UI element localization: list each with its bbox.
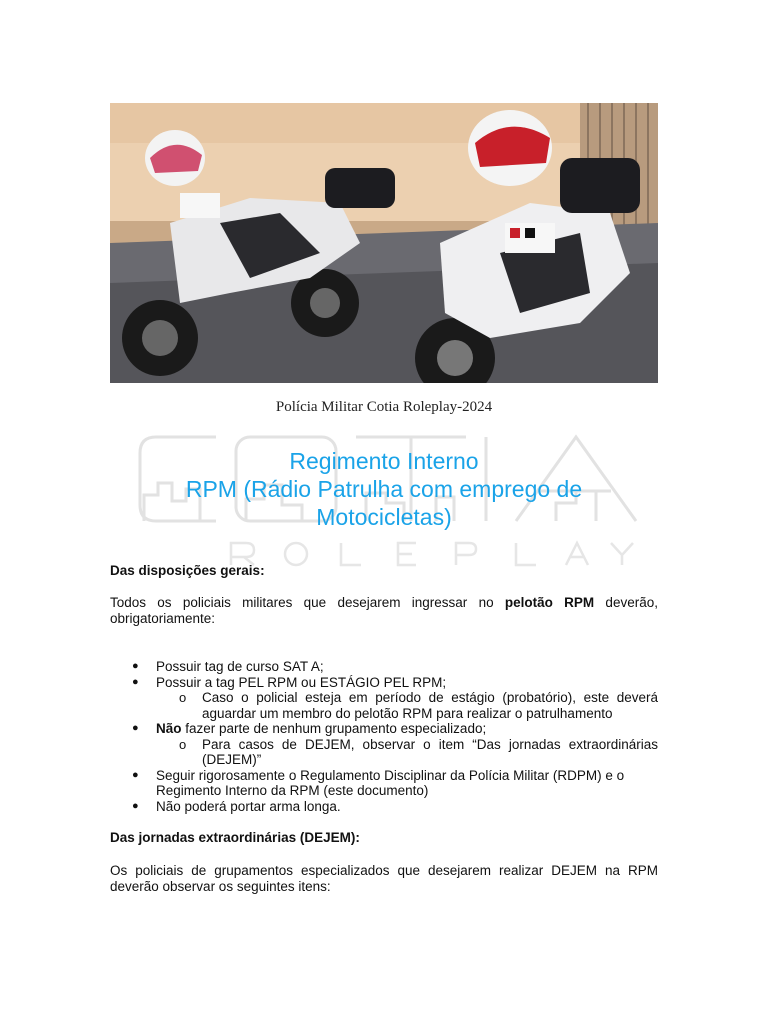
bullet-icon: ●: [132, 722, 139, 734]
photo-caption: Polícia Militar Cotia Roleplay-2024: [275, 399, 493, 415]
list-item-text: Seguir rigorosamente o Regulamento Disciplinar da Polícia Militar (RDPM) e o Regimento Interno da RPM (este documento): [156, 767, 625, 798]
police-motorcycles-photo: [110, 103, 658, 383]
title-line-1: Regimento Interno: [289, 448, 479, 474]
list-item: [110, 799, 658, 815]
section-heading-extraordinary-shifts: Das jornadas extraordinárias (DEJEM):: [110, 830, 360, 845]
list-item-text: Possuir a tag PEL RPM ou ESTÁGIO PEL RPM;: [156, 674, 447, 690]
list-item-text: Não poderá portar arma longa.: [156, 798, 341, 814]
sub-list: [156, 690, 658, 721]
list-item: [110, 659, 658, 675]
section1-intro-paragraph: [110, 595, 658, 627]
bullet-icon: ●: [132, 768, 139, 781]
bullet-icon: ●: [132, 660, 139, 672]
section2-intro-paragraph: Os policiais de grupamentos especializados que desejarem realizar DEJEM na RPM deverão observar os seguintes itens:: [110, 863, 658, 894]
document-title: [110, 447, 658, 531]
requirements-list: [110, 659, 658, 814]
sub-list-item: [156, 737, 658, 768]
list-item: [110, 721, 658, 768]
title-line-2: RPM (Rádio Patrulha com emprego de: [185, 476, 583, 502]
title-line-3: Motocicletas): [316, 504, 452, 530]
list-item-bold-text: Não: [156, 721, 182, 736]
bullet-icon: ●: [132, 675, 139, 688]
sub-list-item-text: Caso o policial esteja em período de estágio (probatório), este deverá aguardar um membro do pelotão RPM para realizar o patrulhamento: [202, 690, 658, 721]
sub-list-item-text: Para casos de DEJEM, observar o item “Das jornadas extraordinárias (DEJEM)”: [202, 736, 658, 767]
header-photo: [110, 103, 658, 383]
bullet-icon: ●: [132, 799, 139, 812]
circle-bullet-icon: o: [179, 736, 187, 752]
list-item: [110, 675, 658, 722]
intro-text-start: Todos os policiais militares que desejarem ingressar no: [110, 595, 505, 610]
sub-list: [156, 737, 658, 768]
intro-text-end: deverão, obrigatoriamente:: [110, 595, 658, 626]
circle-bullet-icon: o: [179, 690, 187, 705]
section-heading-general-provisions: Das disposições gerais:: [110, 563, 265, 578]
sub-list-item: [156, 690, 658, 721]
list-item-text: fazer parte de nenhum grupamento especializado;: [181, 721, 487, 736]
list-item: [110, 768, 658, 799]
intro-text-bold: pelotão RPM: [504, 595, 595, 610]
list-item-text: Possuir tag de curso SAT A;: [156, 659, 324, 674]
